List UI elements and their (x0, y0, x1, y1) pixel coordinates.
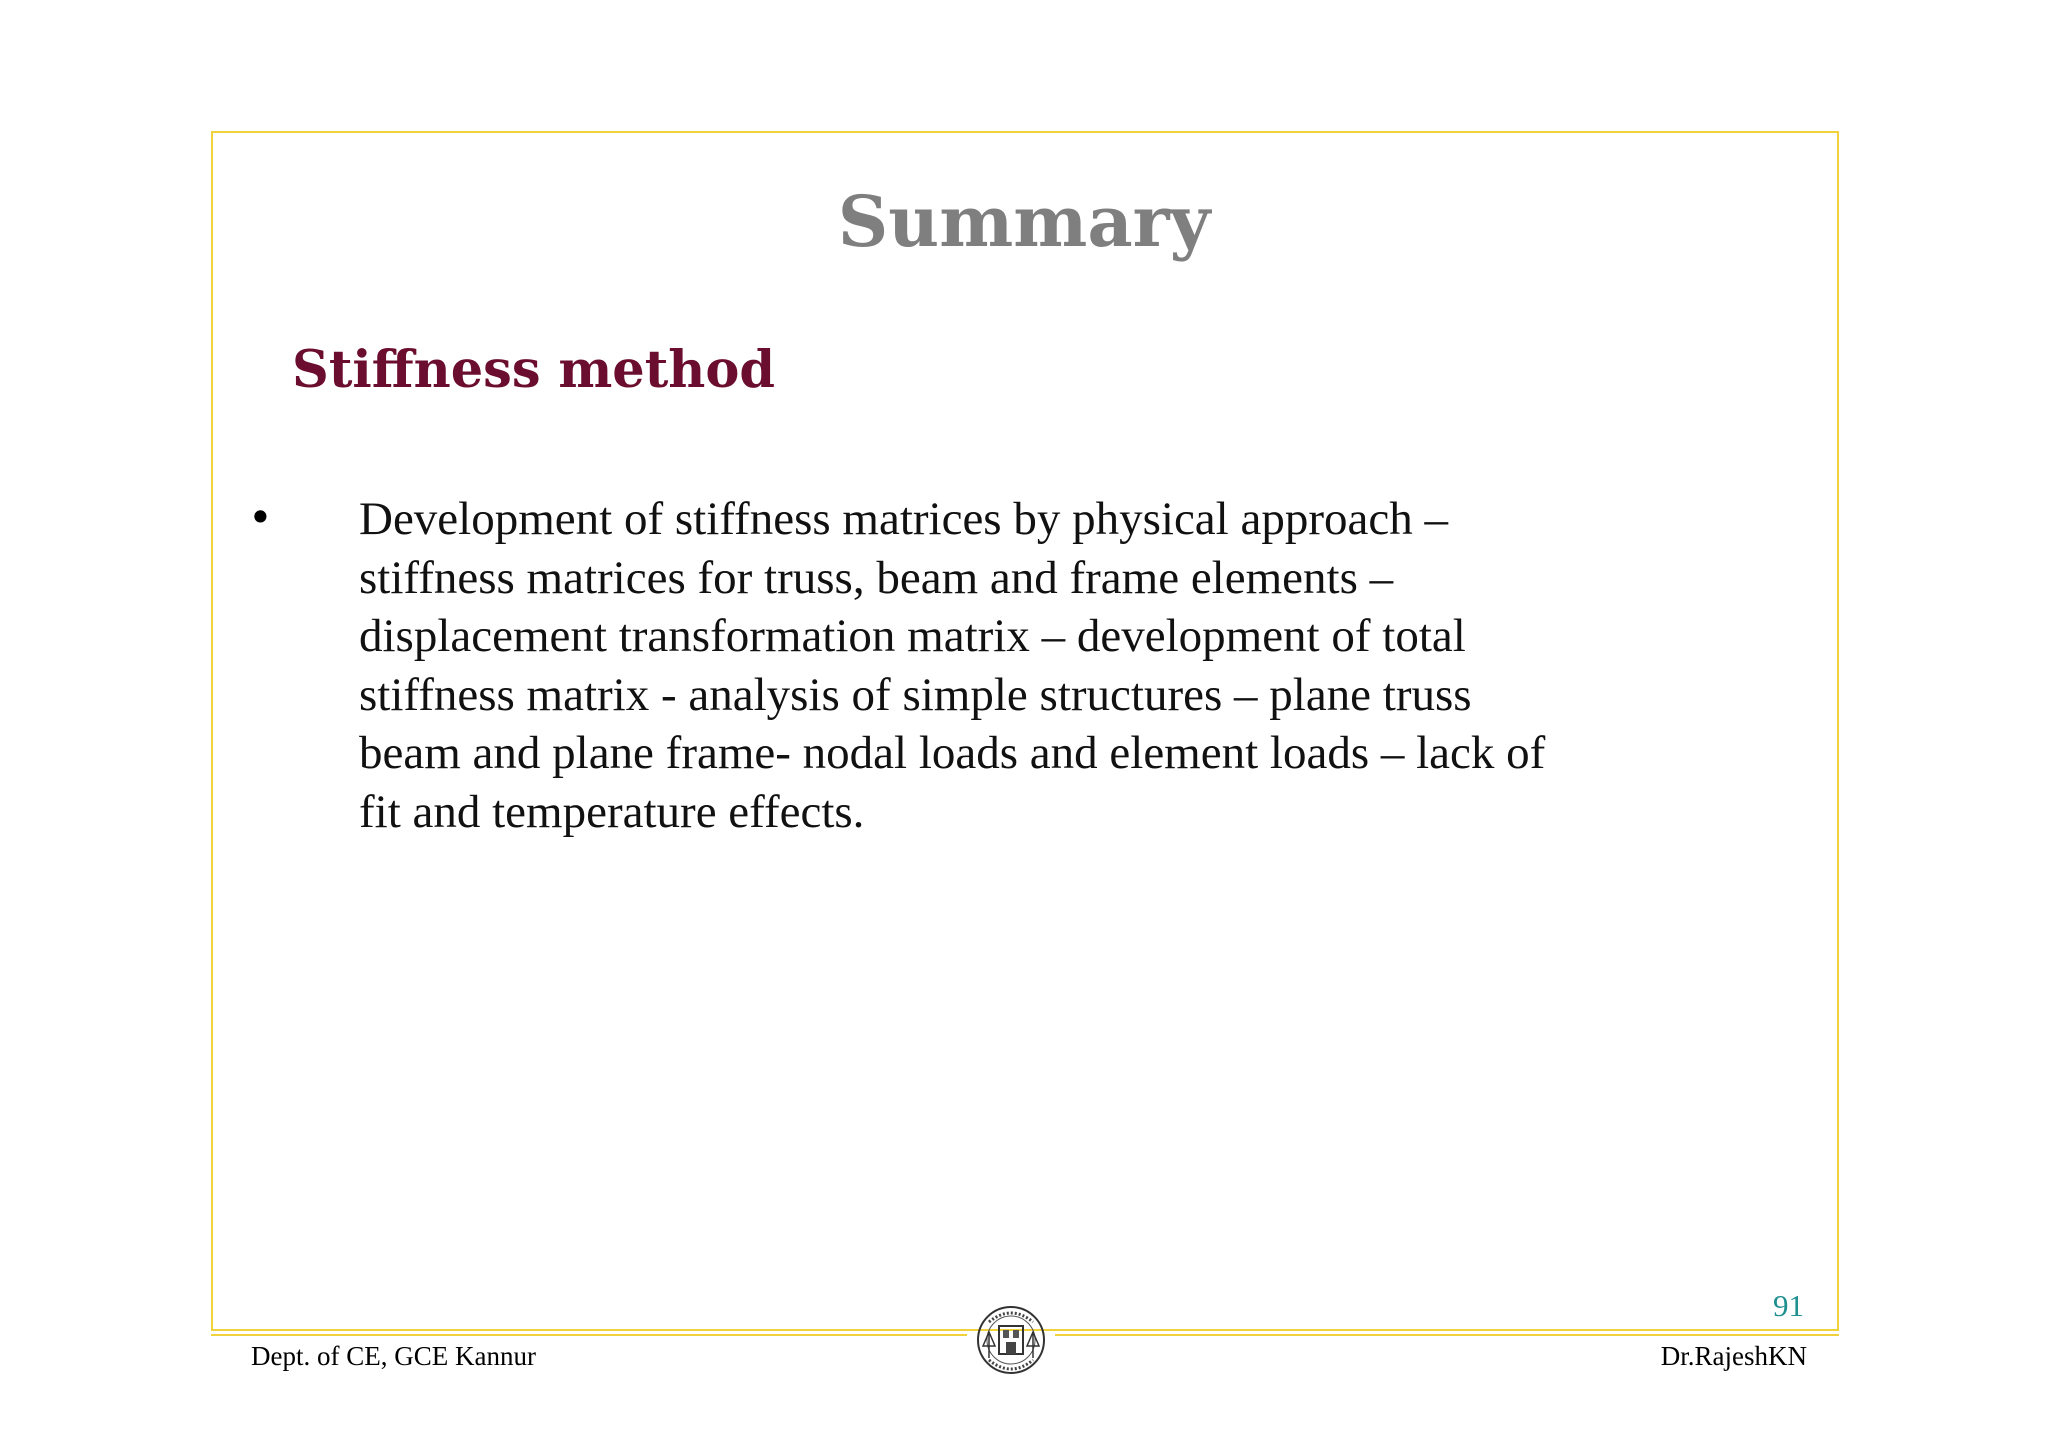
page-number: 91 (1773, 1288, 1804, 1323)
college-seal-icon (975, 1302, 1047, 1382)
section-heading: Stiffness method (292, 340, 776, 400)
body-line: beam and plane frame- nodal loads and element loads – lack of (359, 727, 1546, 779)
body-line: displacement transformation matrix – development of total (359, 610, 1466, 662)
bullet-icon: • (248, 493, 273, 542)
footer-department: Dept. of CE, GCE Kannur (251, 1341, 536, 1371)
slide-title: Summary (837, 180, 1211, 263)
bullet-text (359, 490, 1759, 841)
body-line: stiffness matrices for truss, beam and frame elements – (359, 551, 1394, 604)
body-line: stiffness matrix - analysis of simple structures – plane truss (359, 668, 1472, 721)
body-line: fit and temperature effects. (359, 785, 865, 838)
footer-author: Dr.RajeshKN (1660, 1341, 1807, 1371)
footer-divider-left (211, 1334, 967, 1336)
footer-divider-right (1055, 1334, 1839, 1336)
body-line: Development of stiffness matrices by physical approach – (359, 493, 1448, 545)
